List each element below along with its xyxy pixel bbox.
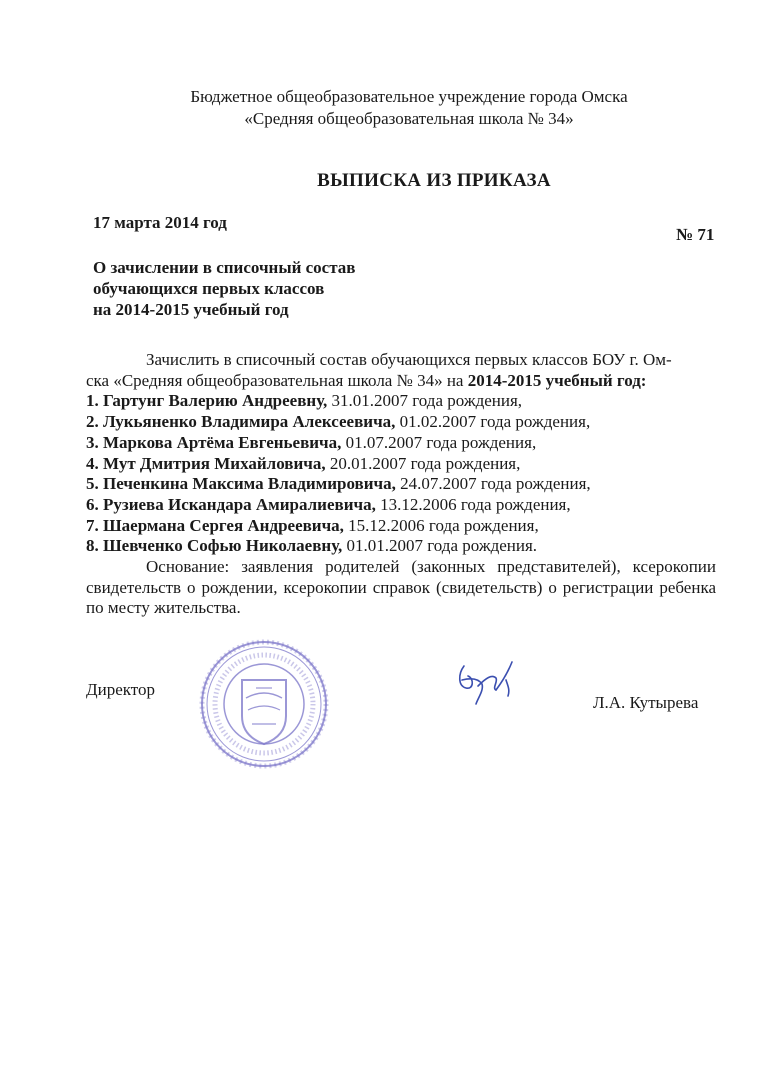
- student-birth: 13.12.2006 года рождения,: [375, 494, 571, 514]
- order-body: [86, 350, 716, 619]
- student-birth: 01.02.2007 года рождения,: [395, 412, 591, 432]
- student-item: [86, 433, 716, 454]
- document-title: ВЫПИСКА ИЗ ПРИКАЗА: [317, 170, 551, 191]
- director-name: Л.А. Кутырева: [593, 693, 699, 712]
- signature-icon: [448, 652, 520, 712]
- student-item: [86, 412, 716, 433]
- academic-year: 2014-2015 учебный год:: [467, 370, 647, 390]
- student-birth: 20.01.2007 года рождения,: [325, 453, 521, 473]
- official-stamp: [198, 638, 330, 775]
- student-name: 5. Печенкина Максима Владимировича,: [86, 474, 396, 494]
- student-item: [86, 495, 716, 516]
- student-name: 4. Мут Дмитрия Михайловича,: [86, 453, 326, 473]
- subject-line: О зачислении в списочный состав: [93, 258, 356, 277]
- student-item: [86, 454, 716, 475]
- order-basis: Основание: заявления родителей (законных представителей), ксерокопии свидетельств о рождении, ксерокопии справок (свидетельств) о регистрации ребенка по месту жительства.: [86, 557, 716, 618]
- intro-line1: Зачислить в списочный состав обучающихся первых классов БОУ г. Ом-: [146, 350, 672, 369]
- student-name: 2. Лукьяненко Владимира Алексеевича,: [86, 412, 396, 432]
- student-item: [86, 391, 716, 412]
- stamp-seal-icon: [198, 638, 330, 770]
- intro-line2-text: ска «Средняя общеобразовательная школа № 34» на: [86, 370, 468, 390]
- student-birth: 24.07.2007 года рождения,: [395, 474, 591, 494]
- order-date: 17 марта 2014 год: [93, 213, 227, 232]
- director-label: Директор: [86, 680, 155, 699]
- student-name: 3. Маркова Артёма Евгеньевича,: [86, 432, 342, 452]
- student-birth: 15.12.2006 года рождения,: [343, 515, 539, 535]
- student-name: 1. Гартунг Валерию Андреевну,: [86, 391, 328, 411]
- student-item: [86, 474, 716, 495]
- subject-line: на 2014-2015 учебный год: [93, 300, 289, 319]
- order-number: № 71: [676, 225, 715, 244]
- subject-line: обучающихся первых классов: [93, 279, 325, 298]
- student-birth: 01.07.2007 года рождения,: [341, 432, 537, 452]
- student-item: [86, 516, 716, 537]
- student-name: 6. Рузиева Искандара Амиралиевича,: [86, 494, 376, 514]
- org-name-line2: «Средняя общеобразовательная школа № 34»: [244, 109, 574, 128]
- student-name: 7. Шаермана Сергея Андреевича,: [86, 515, 344, 535]
- intro-line2: [86, 371, 716, 392]
- org-name-line1: Бюджетное общеобразовательное учреждение города Омска: [190, 87, 628, 106]
- student-item: [86, 536, 716, 557]
- student-birth: 01.01.2007 года рождения.: [342, 536, 538, 556]
- student-birth: 31.01.2007 года рождения,: [327, 391, 523, 411]
- director-signature: [448, 652, 520, 717]
- order-subject: [93, 257, 453, 320]
- student-name: 8. Шевченко Софью Николаевну,: [86, 536, 343, 556]
